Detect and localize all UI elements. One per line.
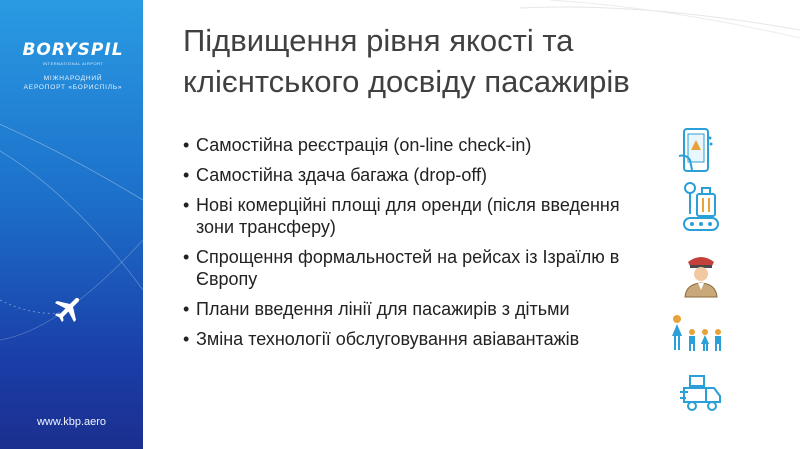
bullet-item: • Спрощення формальностей на рейсах із Ізраїлю в Європу — [183, 246, 623, 290]
airport-logo — [8, 40, 138, 92]
logo-subtitle: INTERNATIONAL AIRPORT — [42, 61, 104, 66]
mobile-checkin-icon — [678, 128, 714, 174]
family-icon — [670, 314, 726, 354]
bullet-item: • Зміна технології обслуговування авіавантажів — [183, 328, 623, 350]
logo-wordmark: BORYSPIL — [22, 40, 124, 60]
bullet-item: • Плани введення лінії для пасажирів з дітьми — [183, 298, 623, 320]
logo-tagline-1: МІЖНАРОДНИЙ — [43, 75, 103, 82]
title-line-1: Підвищення рівня якості та — [183, 23, 574, 58]
baggage-scale-icon — [682, 180, 720, 234]
officer-icon — [682, 252, 720, 298]
bullet-item: • Самостійна здача багажа (drop-off) — [183, 164, 623, 186]
sidebar — [0, 0, 143, 449]
airplane-icon — [52, 292, 86, 326]
bullet-item: • Самостійна реєстрація (on-line check-in) — [183, 134, 623, 156]
website-link[interactable]: www.kbp.aero — [36, 416, 107, 428]
logo-tagline-2: АЕРОПОРТ «БОРИСПІЛЬ» — [23, 84, 123, 91]
title-line-2: клієнтського досвіду пасажирів — [183, 64, 630, 99]
cargo-truck-icon — [680, 374, 722, 414]
bullet-item: • Нові комерційні площі для оренди (після введення зони трансферу) — [183, 194, 623, 238]
slide-title — [183, 20, 663, 102]
bullet-list — [183, 134, 623, 358]
